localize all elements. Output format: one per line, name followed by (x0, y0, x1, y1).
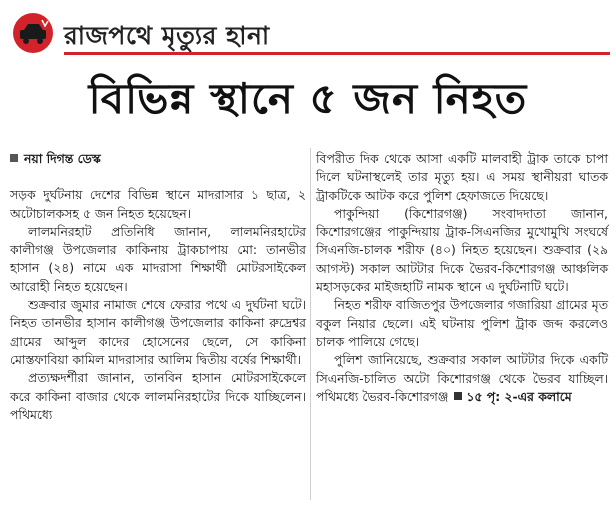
article-paragraph (316, 351, 608, 406)
article-paragraph: শুক্রবার জুমার নামাজ শেষে ফেরার পথে এ দুর্ঘটনা ঘটে। নিহত তানভীর হাসান কালীগঞ্জ উপজেলার কাকিনা রুদ্রেশ্বর গ্রামের আব্দুল কাদের হোসেনের ছেলে, সে কাকিনা মোস্তফাবিয়া কামিল মাদরাসার আলিম দ্বিতীয় বর্ষের শিক্ষার্থী। (10, 297, 306, 367)
kicker-underline (64, 52, 610, 55)
section-kicker: রাজপথে মৃত্যুর হানা (64, 21, 270, 50)
column-divider (310, 148, 311, 500)
continuation-text: ১৫ পৃ: ২-এর কলামে (466, 388, 572, 404)
section-header (12, 12, 608, 56)
article-paragraph: প্রত্যক্ষদর্শীরা জানান, তানবিন হাসান মোটরসাইকেলে করে কাকিনা বাজার থেকে লালমনিরহাটের দিকে যাচ্ছিলেন। পথিমধ্যে (10, 370, 306, 422)
article-paragraph: লালমনিরহাট প্রতিনিধি জানান, লালমনিরহাটের কালীগঞ্জ উপজেলার কাকিনায় ট্রাকচাপায় মো: তানভীর হাসান (২৪) নামে এক মাদরাসা শিক্ষার্থী মোটরসাইকেল আরোহী নিহত হয়েছেন। (10, 223, 306, 294)
article-paragraph: বিপরীত দিক থেকে আসা একটি মালবাহী ট্রাক তাকে চাপা দিলে ঘটনাস্থলেই তার মৃত্যু হয়। এ সময় স্থানীয়রা ঘাতক ট্রাকটিকে আটক করে পুলিশ হেফাজতে দিয়েছে। (316, 151, 608, 203)
square-bullet-icon (10, 154, 18, 162)
article-paragraph: নিহত শরীফ বাজিতপুর উপজেলার গজারিয়া গ্রামের মৃত বকুল নিয়ার ছেলে। এই ঘটনায় পুলিশ ট্রাক জব্দ করলেও চালক পালিয়ে গেছে। (316, 297, 608, 349)
article-paragraph: পাকুন্দিয়া (কিশোরগঞ্জ) সংবাদদাতা জানান, কিশোরগঞ্জের পাকুন্দিয়ায় ট্রাক-সিএনজির মুখোমুখি সংঘর্ষে সিএনজি-চালক শরীফ (৪০) নিহত হয়েছেন। শুক্রবার (২৯ আগস্ট) সকাল আটটার দিকে ভৈরব-কিশোরগঞ্জ আঞ্চলিক মহাসড়কের মাইজহাটি নামক স্থানে এ দুর্ঘটনাটি ঘটে। (316, 205, 608, 295)
page-title: বিভিন্ন স্থানে ৫ জন নিহত (88, 74, 528, 123)
article-column-left (10, 150, 306, 424)
accident-car-icon (12, 12, 54, 54)
square-bullet-icon (454, 392, 462, 400)
article-column-right (316, 150, 608, 406)
continuation-note (448, 389, 571, 404)
byline (10, 150, 306, 168)
article-paragraph-text: পুলিশ জানিয়েছে, শুক্রবার সকাল আটটার দিকে একটি সিএনজি-চালিত অটো কিশোরগঞ্জ থেকে ভৈরব যাচ্ছিল। পথিমধ্যে ভৈরব-কিশোরগঞ্জ (316, 352, 608, 404)
article-paragraph: সড়ক দুর্ঘটনায় দেশের বিভিন্ন স্থানে মাদরাসার ১ ছাত্র, ২ অটোচালকসহ ৫ জন নিহত হয়েছেন। (10, 187, 306, 221)
byline-text: নয়া দিগন্ত ডেস্ক (24, 151, 101, 166)
